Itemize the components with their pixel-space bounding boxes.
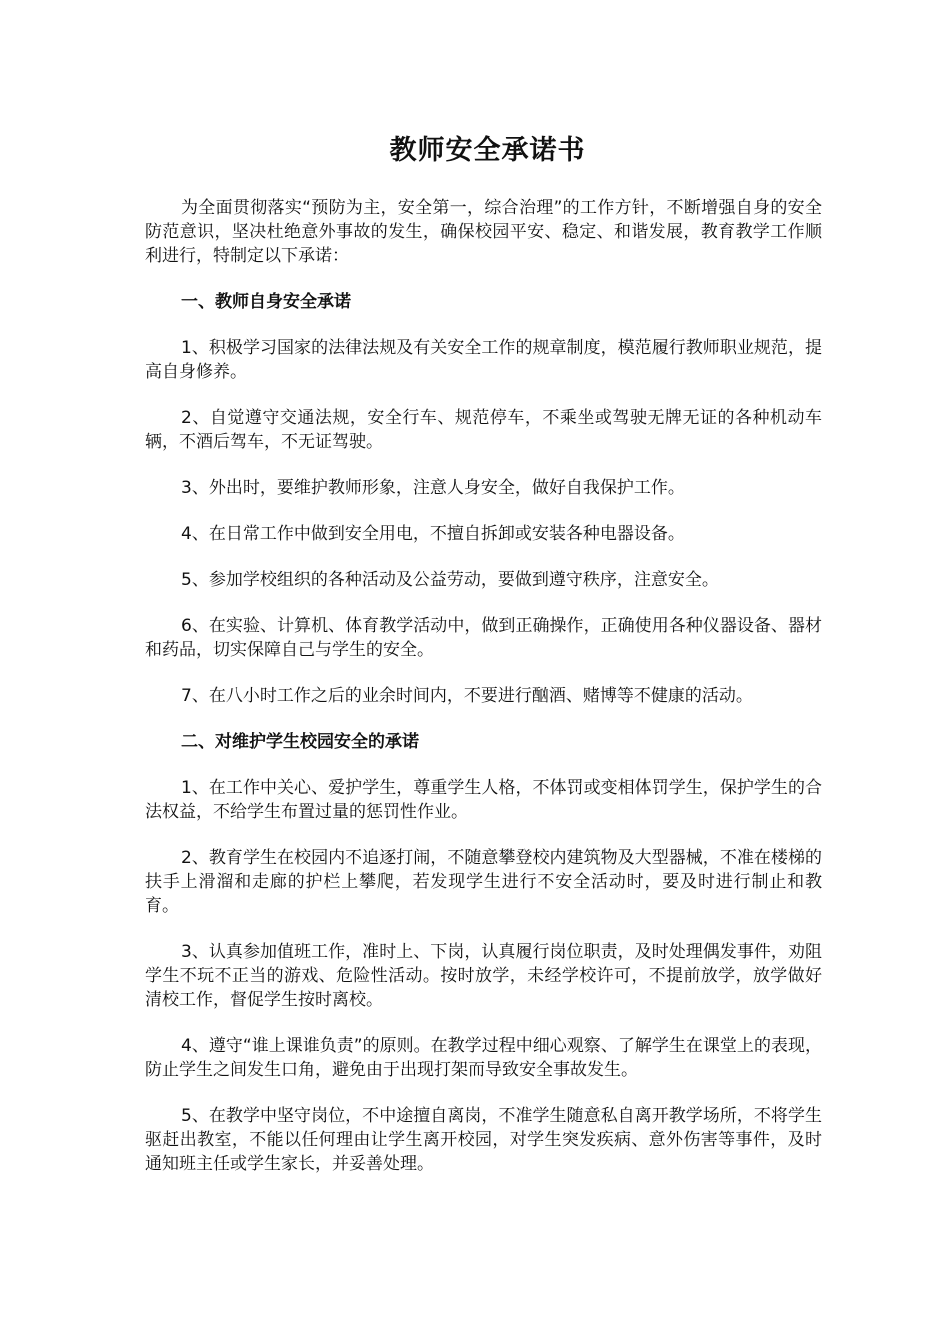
section1-item-5: 5、参加学校组织的各种活动及公益劳动，要做到遵守秩序，注意安全。 [181,570,719,590]
section2-item-4: 4、遵守“谁上课谁负责”的原则。在教学过程中细心观察、了解学生在课堂上的表现，防止学生之间发生口角，避免由于出现打架而导致安全事故发生。 [145,1036,822,1080]
section1-item-7: 7、在八小时工作之后的业余时间内，不要进行酗酒、赌博等不健康的活动。 [181,686,753,706]
section-heading-2: 二、对维护学生校园安全的承诺 [181,732,419,752]
section1-item-2: 2、自觉遵守交通法规，安全行车、规范停车，不乘坐或驾驶无牌无证的各种机动车辆，不酒后驾车，不无证驾驶。 [145,408,822,452]
section1-item-6: 6、在实验、计算机、体育教学活动中，做到正确操作，正确使用各种仪器设备、器材和药品，切实保障自己与学生的安全。 [145,616,822,660]
section1-item-4: 4、在日常工作中做到安全用电，不擅自拆卸或安装各种电器设备。 [181,524,685,544]
document-title: 教师安全承诺书 [389,135,586,166]
section2-item-3: 3、认真参加值班工作，准时上、下岗，认真履行岗位职责，及时处理偶发事件，劝阻学生不玩不正当的游戏、危险性活动。按时放学，未经学校许可，不提前放学，放学做好清校工作，督促学生按时离校。 [145,942,822,1010]
section2-item-1: 1、在工作中关心、爱护学生，尊重学生人格，不体罚或变相体罚学生，保护学生的合法权益，不给学生布置过量的惩罚性作业。 [145,778,822,822]
section-heading-1: 一、教师自身安全承诺 [181,292,351,312]
section1-item-3: 3、外出时，要维护教师形象，注意人身安全，做好自我保护工作。 [181,478,685,498]
intro-paragraph: 为全面贯彻落实“预防为主，安全第一，综合治理”的工作方针，不断增强自身的安全防范意识，坚决杜绝意外事故的发生，确保校园平安、稳定、和谐发展，教育教学工作顺利进行，特制定以下承诺： [145,198,822,266]
section2-item-2: 2、教育学生在校园内不追逐打闹，不随意攀登校内建筑物及大型器械，不准在楼梯的扶手上滑溜和走廊的护栏上攀爬，若发现学生进行不安全活动时，要及时进行制止和教育。 [145,848,822,916]
section2-item-5: 5、在教学中坚守岗位，不中途擅自离岗，不准学生随意私自离开教学场所，不将学生驱赶出教室，不能以任何理由让学生离开校园，对学生突发疾病、意外伤害等事件，及时通知班主任或学生家长，并妥善处理。 [145,1106,822,1174]
section1-item-1: 1、积极学习国家的法律法规及有关安全工作的规章制度，模范履行教师职业规范，提高自身修养。 [145,338,822,382]
